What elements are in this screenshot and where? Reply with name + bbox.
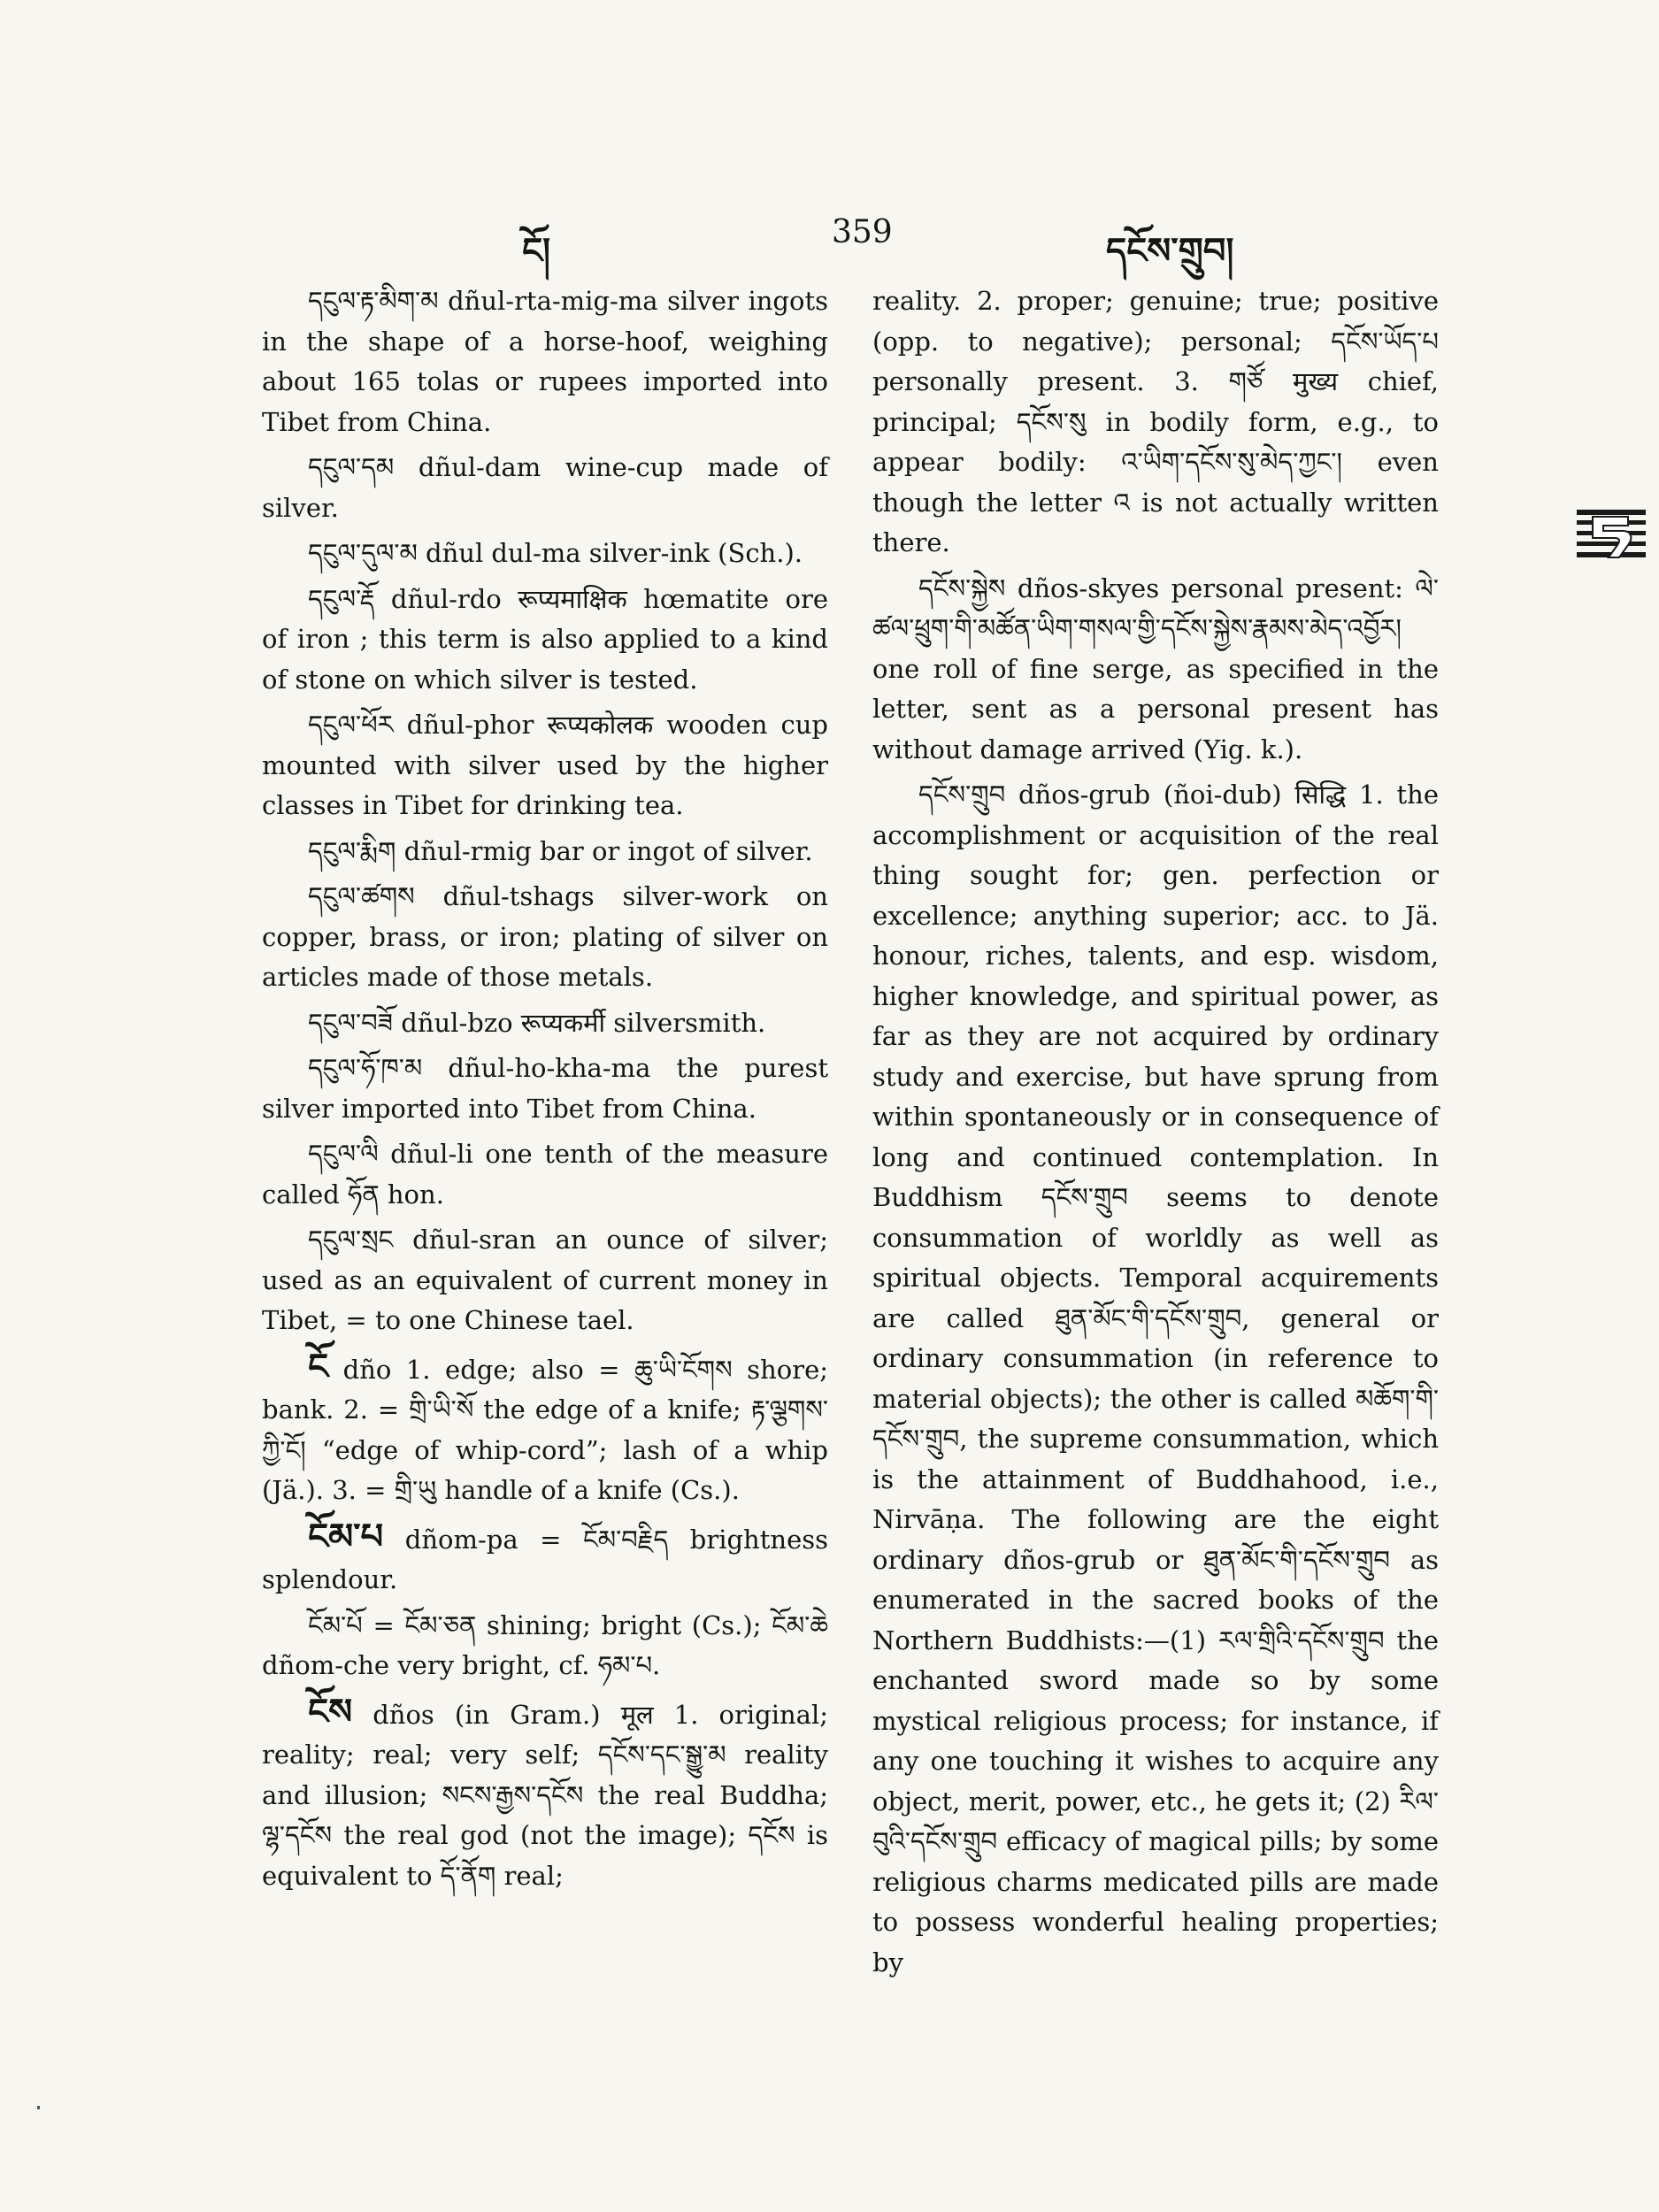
dictionary-entry: དངུལ་རྡོ dñul-rdo रूप्यमाक्षिक hœmatite ore of iron ; this term is also applied to a kind of stone on which silver is tested. bbox=[262, 583, 828, 695]
dictionary-entry: དངུལ་དུལ་མ dñul dul-ma silver-ink (Sch.). bbox=[308, 538, 803, 568]
dictionary-entry: དངུལ་བཟོ dñul-bzo रूप्यकर्मी silversmith. bbox=[308, 1007, 766, 1038]
thumb-index-glyph-icon bbox=[1577, 504, 1646, 566]
headword: ངོ bbox=[308, 1345, 329, 1387]
headword: ངོམ་པ bbox=[308, 1515, 384, 1557]
dictionary-entry: དངོས་གྲུབ dños-grub (ñoi-dub) सिद्धि 1. the accomplishment or acquisition of the real thing sought for; gen. perfection or excellence; anything superior; acc. to Jä. honour, riches, talents, and esp. wisdom, higher knowledge, and spiritual power, as far as they are not acquired by ordinary study and exercise, but have sprung from within spontaneously or in consequence of long and continued contemplation. In Buddhism དངོས་གྲུབ seems to denote consummation of worldly as well as spiritual objects. Temporal acquirements are called ཐུན་མོང་གི་དངོས་གྲུབ, general or ordinary consummation (in reference to material objects); the other is called མཆོག་གི་དངོས་གྲུབ, the supreme consummation, which is the attainment of Buddhahood, i.e., Nirvāṇa. The following are the eight ordinary dños-grub or ཐུན་མོང་གི་དངོས་གྲུབ as enumerated in the sacred books of the Northern Buddhists:—(1) རལ་གྲིའི་དངོས་གྲུབ the enchanted sword made so by some mystical religious process; for instance, if any one touching it wishes to acquire any object, merit, power, etc., he gets it; (2) རིལ་བུའི་དངོས་གྲུབ efficacy of magical pills; by some religious charms medicated pills are made to possess wonderful healing properties; by bbox=[872, 780, 1439, 1978]
dictionary-entry: དངུལ་ཕོར dñul-phor रूप्यकोलक wooden cup mounted with silver used by the higher classes in Tibet for drinking tea. bbox=[262, 710, 828, 820]
running-head bbox=[0, 211, 1659, 272]
right-column bbox=[872, 281, 1439, 1988]
scan-speck bbox=[37, 2106, 40, 2109]
dictionary-entry-major bbox=[262, 1347, 828, 1511]
dictionary-entry: དངུལ་ཧོ་ཁ་མ dñul-ho-kha-ma the purest silver imported into Tibet from China. bbox=[262, 1053, 828, 1124]
dictionary-entry: དངོས་སྐྱེས dños-skyes personal present: ལེ་ཚལ་ཕྲུག་གི་མཚོན་ཡིག་གསལ་གྱི་དངོས་སྐྱེས་རྣམས་མེད་འབྱོར། one roll of fine serge, as specified in the letter, sent as a personal present has without damage arrived (Yig. k.). bbox=[872, 572, 1439, 764]
dictionary-entry: ངོམ་པོ = ངོམ་ཅན shining; bright (Cs.); ངོམ་ཆེ dñom-che very bright, cf. ཧམ་པ. bbox=[262, 1609, 828, 1680]
dictionary-entry-major bbox=[262, 1517, 828, 1601]
header-right-word: དངོས་གྲུབ། bbox=[1106, 230, 1234, 272]
headword: ངོས bbox=[308, 1690, 353, 1732]
entry-text: dñom-pa = ངོམ་བརྗིད brightness splendour. bbox=[262, 1524, 828, 1594]
entry-text: dño 1. edge; also = ཆུ་ཡི་ངོགས shore; bank. 2. = གྲི་ཡི་སོ the edge of a knife; རྟ་ལྕགས་ཀྱི་ངོ། “edge of whip-cord”; lash of a whip (Jä.). 3. = གྲི་ཡུ handle of a knife (Cs.). bbox=[262, 1354, 828, 1505]
page-number: 359 bbox=[832, 214, 893, 250]
thumb-index-tab bbox=[1577, 504, 1646, 566]
dictionary-entry: དངུལ་ཚགས dñul-tshags silver-work on copper, brass, or iron; plating of silver on articles made of those metals. bbox=[262, 881, 828, 992]
header-left-word: ངོ། bbox=[522, 230, 550, 272]
dictionary-entry-major bbox=[262, 1692, 828, 1897]
dictionary-entry: དངུལ་རྨིག dñul-rmig bar or ingot of silver. bbox=[308, 835, 813, 866]
dictionary-entry: དངུལ་དམ dñul-dam wine-cup made of silver. bbox=[262, 452, 828, 523]
dictionary-entry-continued: reality. 2. proper; genuine; true; positive (opp. to negative); personal; དངོས་ཡོད་པ personally present. 3. གཙོ मुख्य chief, principal; དངོས་སུ in bodily form, e.g., to appear bodily: འ་ཡིག་དངོས་སུ་མེད་ཀྱང་། even though the letter འ is not actually written there. bbox=[872, 286, 1439, 557]
dictionary-entry: དངུལ་ལི dñul-li one tenth of the measure called ཧོན hon. bbox=[262, 1139, 828, 1210]
dictionary-entry: དངུལ་སྲང dñul-sran an ounce of silver; used as an equivalent of current money in Tibet, = to one Chinese tael. bbox=[262, 1225, 828, 1335]
dictionary-entry: དངུལ་རྟ་མིག་མ dñul-rta-mig-ma silver ingots in the shape of a horse-hoof, weighing about 165 tolas or rupees imported into Tibet from China. bbox=[262, 286, 828, 437]
entry-text: dños (in Gram.) मूल 1. original; reality; real; very self; དངོས་དང་སྒྱུ་མ reality and illusion; སངས་རྒྱས་དངོས the real Buddha; ལྷ་དངོས the real god (not the image); དངོས is equivalent to དོ་ནོག real; bbox=[262, 1699, 829, 1891]
left-column bbox=[262, 281, 828, 1901]
